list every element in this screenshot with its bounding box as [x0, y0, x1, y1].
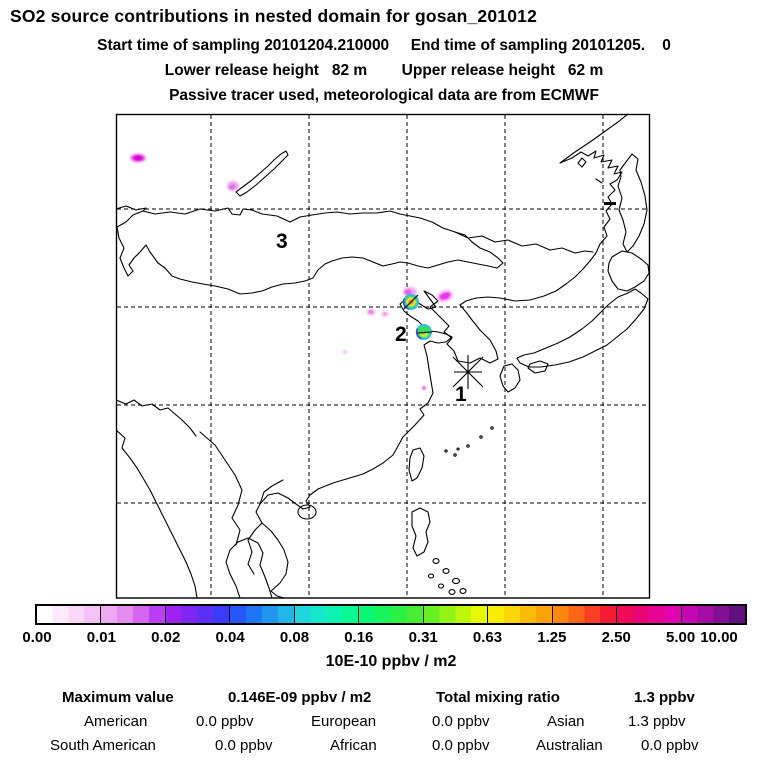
map-label-1: 1 [455, 383, 467, 406]
region-australian-label: Australian [536, 737, 603, 754]
region-south-american-label: South American [50, 737, 156, 754]
region-european-label: European [311, 713, 377, 730]
colorbar-tick-label: 0.01 [86, 629, 116, 646]
colorbar-tick-label: 0.16 [344, 629, 374, 646]
max-value-label: Maximum value [62, 689, 174, 706]
colorbar-tick-label: 5.00 [666, 629, 696, 646]
colorbar-segment [424, 606, 488, 623]
concentration-blobs [131, 154, 455, 390]
region-european-value: 0.0 ppbv [432, 713, 490, 730]
colorbar-segment [682, 606, 745, 623]
colorbar-segment [37, 606, 101, 623]
colorbar-tick-label: 10.00 [700, 629, 738, 646]
total-ratio-value: 1.3 ppbv [634, 689, 695, 706]
coastlines [116, 114, 649, 598]
colorbar-unit-label: 10E-10 ppbv / m2 [325, 653, 457, 670]
colorbar-segment [295, 606, 359, 623]
region-african-label: African [330, 737, 377, 754]
hotspot-marker-lower [416, 324, 432, 340]
region-african-value: 0.0 ppbv [432, 737, 490, 754]
tracer-note: Passive tracer used, meteorological data are from ECMWF [169, 87, 599, 104]
hotspot-marker-upper [403, 294, 419, 310]
colorbar-tick-label: 1.25 [537, 629, 567, 646]
map-label-3: 3 [276, 230, 288, 253]
release-heights: Lower release height 82 m Upper release height 62 m [164, 62, 604, 79]
colorbar-tick-label: 0.02 [151, 629, 181, 646]
colorbar-segment [230, 606, 294, 623]
region-american-value: 0.0 ppbv [196, 713, 254, 730]
colorbar [35, 604, 747, 625]
map-frame [117, 115, 650, 599]
total-ratio-label: Total mixing ratio [436, 689, 560, 706]
region-american-label: American [84, 713, 148, 730]
colorbar-segment [166, 606, 230, 623]
colorbar-tick-label: 0.08 [279, 629, 310, 646]
colorbar-tick-label: 0.00 [22, 629, 52, 646]
map-label-2: 2 [395, 323, 407, 346]
colorbar-tick-label: 0.04 [215, 629, 245, 646]
graticule-grid [117, 115, 649, 598]
colorbar-segment [101, 606, 165, 623]
page-title: SO2 source contributions in nested domain for gosan_201012 [10, 6, 538, 26]
region-asian-label: Asian [547, 713, 585, 730]
colorbar-tick-label: 2.50 [601, 629, 631, 646]
colorbar-tick-label: 0.63 [472, 629, 503, 646]
colorbar-segment [617, 606, 681, 623]
max-value: 0.146E-09 ppbv / m2 [228, 689, 372, 706]
region-asian-value: 1.3 ppbv [628, 713, 686, 730]
colorbar-segment [359, 606, 423, 623]
region-south-american-value: 0.0 ppbv [215, 737, 273, 754]
sampling-times: Start time of sampling 20101204.210000 End time of sampling 20101205. 0 [97, 37, 671, 54]
colorbar-segment [488, 606, 552, 623]
region-australian-value: 0.0 ppbv [641, 737, 699, 754]
colorbar-tick-label: 0.31 [408, 629, 438, 646]
colorbar-segment [553, 606, 617, 623]
